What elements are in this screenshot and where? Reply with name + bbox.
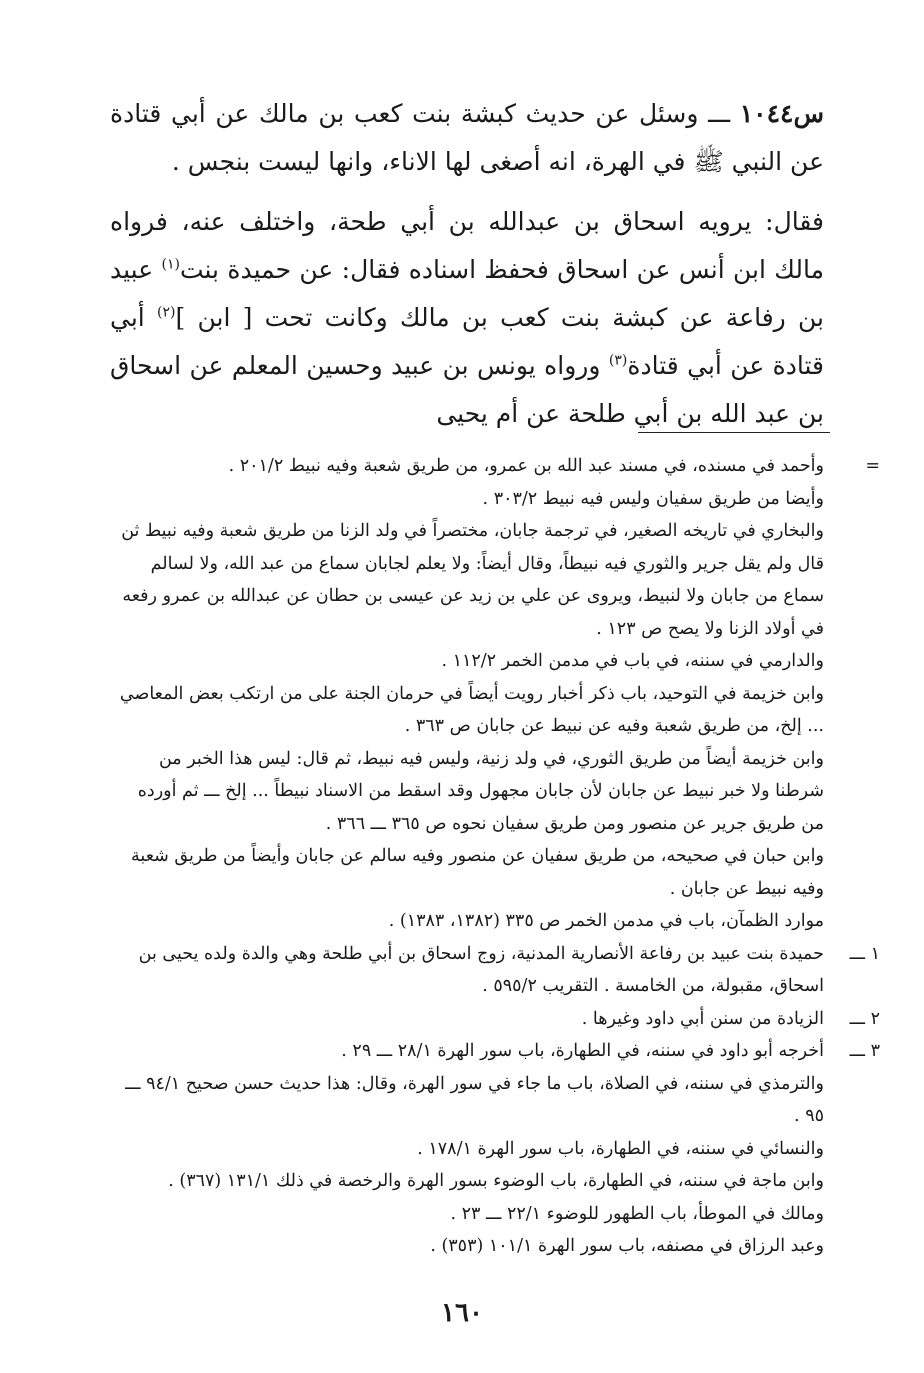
footnote-line: ومالك في الموطأ، باب الطهور للوضوء ٢٢/١ ـــ ٢٣ .	[450, 1203, 824, 1224]
footnote-ref-2: (٢)	[157, 304, 176, 321]
footnote-line: موارد الظمآن، باب في مدمن الخمر ص ٣٣٥ (١٣٨٢، ١٣٨٣) .	[388, 911, 824, 931]
footnote-1	[112, 938, 880, 1003]
footnote-line: أخرجه أبو داود في سننه، في الطهارة، باب سور الهرة ٢٨/١ ـــ ٢٩ .	[341, 1041, 824, 1061]
footnote-line: والبخاري في تاريخه الصغير، في ترجمة جابان، مختصراً في ولد الزنا من طريق شعبة وفيه نبيط ثن قال ولم يقل جرير والثوري فيه نبيطاً، وقال أيضاً: ولا يعلم لجابان سماع من عبد الله، ولا لسالم سماع من جابان ولا لنبيط، ويروى عن علي بن زيد عن عيسى بن حطان عن عبدالله بن عمرو رفعه في أولاد الزنا ولا يصح ص ١٢٣ .	[121, 521, 824, 639]
answer-text-4: ورواه يونس بن عبيد وحسين المعلم عن اسحاق بن عبد الله بن أبي طلحة عن أم يحيى	[110, 351, 824, 428]
question-paragraph	[110, 90, 824, 186]
footnote-3	[112, 1035, 880, 1263]
footnote-line: والدارمي في سننه، في باب في مدمن الخمر ١١٢/٢ .	[441, 651, 824, 671]
footnote-line: وأيضا من طريق سفيان وليس فيه نبيط ٣٠٣/٢ .	[482, 488, 824, 509]
footnote-line: وابن خزيمة أيضاً من طريق الثوري، في ولد زنية، وليس فيه نبيط، ثم قال: ليس هذا الخبر من شرطنا ولا خبر نبيط عن جابان لأن جابان مجهول وقد اسقط من الاسناد نبيطاً ... إلخ ـــ ثم أورده من طريق جرير عن منصور ومن طريق سفيان نحوه ص ٣٦٥ ـــ ٣٦٦ .	[137, 748, 824, 834]
footnote-line: حميدة بنت عبيد بن رفاعة الأنصارية المدنية، زوج اسحاق بن أبي طلحة وهي والدة ولده يحيى بن اسحاق، مقبولة، من الخامسة . التقريب ٥٩٥/٢ .	[138, 943, 824, 996]
answer-text-3: أبي قتادة عن أبي قتادة	[110, 303, 825, 380]
footnote-separator	[638, 432, 830, 433]
footnote-line: وأحمد في مسنده، في مسند عبد الله بن عمرو، من طريق شعبة وفيه نبيط ٢٠١/٢ .	[228, 456, 824, 476]
footnote-2	[112, 1003, 880, 1036]
footnote-mark: ٢ ـــ	[849, 1008, 880, 1029]
footnote-line: وابن حبان في صحيحه، من طريق سفيان عن منصور وفيه سالم عن جابان وأيضاً من طريق شعبة وفيه نبيط عن جابان .	[131, 846, 824, 899]
question-dash: ـــ	[708, 99, 731, 128]
footnote-line: وابن خزيمة في التوحيد، باب ذكر أخبار رويت أيضاً في حرمان الجنة على من ارتكب بعض المعاصي ... إلخ، من طريق شعبة وفيه عن نبيط عن جابان ص ٣٦٣ .	[119, 683, 824, 736]
footnote-mark: =	[865, 456, 880, 476]
page-number: ١٦٠	[441, 1298, 483, 1328]
footnote-line: والنسائي في سننه، في الطهارة، باب سور الهرة ١٧٨/١ .	[417, 1138, 824, 1159]
question-text: وسئل عن حديث كبشة بنت كعب بن مالك عن أبي قتادة عن النبي ﷺ في الهرة، انه أصغى لها الاناء، وانها ليست بنجس .	[110, 99, 824, 176]
footnote-ref-3: (٣)	[608, 352, 628, 369]
footnote-line: الزيادة من سنن أبي داود وغيرها .	[581, 1008, 824, 1029]
footnote-line: وابن ماجة في سننه، في الطهارة، باب الوضوء بسور الهرة والرخصة في ذلك ١٣١/١ (٣٦٧) .	[168, 1171, 824, 1191]
footnote-ref-1: (١)	[161, 256, 180, 273]
footnote-mark: ١ ـــ	[849, 943, 880, 964]
footnote-line: والترمذي في سننه، في الصلاة، باب ما جاء في سور الهرة، وقال: هذا حديث حسن صحيح ٩٤/١ ـــ ٩٥ .	[125, 1073, 824, 1126]
question-number: س١٠٤٤	[739, 99, 824, 128]
footnote-mark: ٣ ـــ	[849, 1041, 880, 1061]
footnote-line: وعبد الرزاق في مصنفه، باب سور الهرة ١٠١/١ (٣٥٣) .	[430, 1236, 824, 1256]
answer-paragraph	[110, 198, 824, 438]
footnotes	[112, 450, 880, 1263]
main-text	[110, 90, 824, 438]
answer-text-1: فقال: يرويه اسحاق بن عبدالله بن أبي طحة، واختلف عنه، فرواه مالك ابن أنس عن اسحاق فحفظ اسناده فقال: عن حميدة بنت	[110, 207, 824, 284]
footnote-continued	[112, 450, 880, 938]
answer-text-2: عبيد بن رفاعة عن كبشة بنت كعب بن مالك وكانت تحت [ ابن ]	[110, 255, 825, 332]
